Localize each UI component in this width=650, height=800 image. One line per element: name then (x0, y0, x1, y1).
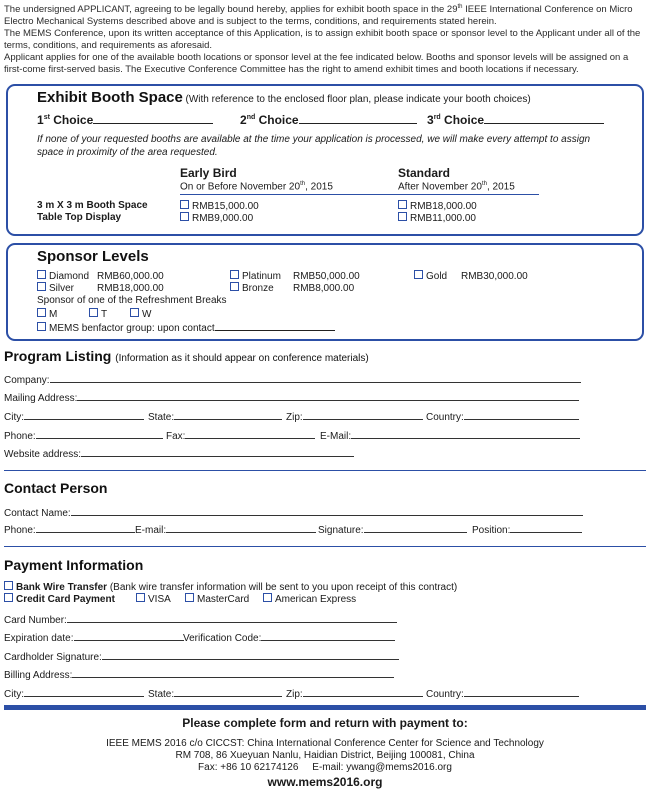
billing-address-field[interactable]: Billing Address: (4, 667, 394, 681)
footer-bar (4, 705, 646, 710)
first-choice[interactable]: 1st Choice (37, 112, 213, 127)
third-choice-line[interactable] (484, 112, 604, 124)
contact-email-field[interactable]: E-mail: (135, 522, 316, 536)
footer-heading: Please complete form and return with payment to: (182, 716, 468, 730)
zip-field[interactable]: Zip: (286, 409, 423, 423)
cardholder-signature-field[interactable]: Cardholder Signature: (4, 649, 399, 663)
contact-email-line[interactable] (166, 522, 316, 533)
booth-title: Exhibit Booth Space (37, 89, 183, 106)
fax-field[interactable]: Fax: (166, 428, 315, 442)
checkbox[interactable] (37, 282, 46, 291)
sponsor-option-diamond[interactable]: Diamond RMB60,000.00 (37, 270, 164, 282)
footer-address-line-1: IEEE MEMS 2016 c/o CICCST: China International Conference Center for Science and Technology (106, 738, 544, 749)
break-option-m[interactable]: M (37, 308, 57, 320)
checkbox[interactable] (398, 200, 407, 209)
card-number-line[interactable] (67, 612, 397, 623)
contact-name-line[interactable] (71, 505, 583, 516)
phone-field[interactable]: Phone: (4, 428, 163, 442)
verification-field[interactable]: Verification Code: (183, 630, 395, 644)
exhibit-booth-box (6, 84, 644, 236)
zip-line[interactable] (303, 409, 423, 420)
country-field[interactable]: Country: (426, 409, 579, 423)
fax-line[interactable] (185, 428, 315, 439)
city-line[interactable] (24, 409, 144, 420)
bank-wire-option[interactable]: Bank Wire Transfer (Bank wire transfer information will be sent to you upon receipt of this contract) (4, 581, 457, 593)
footer-contact-line: Fax: +86 10 62174126 E-mail: ywang@mems2016.org (198, 762, 452, 773)
state-line[interactable] (174, 409, 282, 420)
second-choice[interactable]: 2nd Choice (240, 112, 417, 127)
verification-line[interactable] (261, 630, 395, 641)
checkbox[interactable] (414, 270, 423, 279)
early-bird-title: Early Bird (180, 166, 237, 180)
checkbox[interactable] (37, 308, 46, 317)
checkbox[interactable] (130, 308, 139, 317)
phone-line[interactable] (36, 428, 163, 439)
benefactor-option[interactable]: MEMS benfactor group: upon contact (37, 321, 335, 334)
standard-table-option[interactable]: RMB11,000.00 (398, 212, 476, 224)
email-line[interactable] (351, 428, 580, 439)
website-field[interactable]: Website address: (4, 446, 354, 460)
mailing-address-field[interactable]: Mailing Address: (4, 390, 579, 404)
intro-paragraph-3: Applicant applies for one of the available booth locations or sponsor level at the fee indicated below. Booths and sponsor levels will be assigned on a first-come first-served basis. The Executive Conference Committee has the right to amend exhibit times and booth locations if necessary. (4, 52, 629, 75)
checkbox[interactable] (263, 593, 272, 602)
expiration-field[interactable]: Expiration date: (4, 630, 184, 644)
billing-state-field[interactable]: State: (148, 686, 282, 700)
intro-paragraph-1: The undersigned APPLICANT, agreeing to be legally bound hereby, applies for exhibit booth space in the 29th IEEE International Conference on Micro Electro Mechanical Systems described above and is subject to the terms, conditions, and requirements stated herein. (4, 4, 633, 27)
contact-signature-field[interactable]: Signature: (318, 522, 467, 536)
position-line[interactable] (510, 522, 582, 533)
checkbox[interactable] (89, 308, 98, 317)
booth-subtitle: (With reference to the enclosed floor plan, please indicate your booth choices) (185, 94, 531, 105)
sponsor-option-platinum[interactable]: Platinum RMB50,000.00 (230, 270, 360, 282)
checkbox[interactable] (37, 270, 46, 279)
company-line[interactable] (50, 372, 581, 383)
second-choice-line[interactable] (299, 112, 417, 124)
footer-website-link[interactable]: www.mems2016.org (267, 775, 383, 789)
early-table-option[interactable]: RMB9,000.00 (180, 212, 253, 224)
visa-option[interactable]: VISA (136, 593, 171, 605)
break-option-w[interactable]: W (130, 308, 151, 320)
credit-card-option[interactable]: Credit Card Payment (4, 593, 115, 605)
standard-date: After November 20th, 2015 (398, 181, 515, 193)
email-field[interactable]: E-Mail: (320, 428, 580, 442)
checkbox[interactable] (398, 212, 407, 221)
company-field[interactable]: Company: (4, 372, 581, 386)
checkbox[interactable] (4, 593, 13, 602)
payment-title: Payment Information (4, 557, 144, 573)
sponsor-levels-box (6, 243, 644, 341)
booth-heading (37, 89, 531, 106)
booth-row-label: 3 m X 3 m Booth Space (37, 200, 148, 211)
signature-line[interactable] (364, 522, 467, 533)
section-divider (4, 470, 646, 471)
benefactor-line[interactable] (215, 321, 335, 331)
program-heading (4, 348, 369, 364)
intro-paragraph-2: The MEMS Conference, upon its written acceptance of this Application, is to assign exhibit booth space or sponsor level to the Applicant under all of the terms, conditions, and requirements as aforesaid. (4, 28, 641, 51)
expiration-line[interactable] (74, 630, 184, 641)
checkbox[interactable] (180, 200, 189, 209)
checkbox[interactable] (37, 322, 46, 331)
standard-title: Standard (398, 166, 451, 180)
checkbox[interactable] (230, 270, 239, 279)
billing-city-field[interactable]: City: (4, 686, 144, 700)
checkbox[interactable] (230, 282, 239, 291)
section-divider (4, 546, 646, 547)
cardholder-line[interactable] (102, 649, 399, 660)
billing-country-line[interactable] (464, 686, 579, 697)
city-field[interactable]: City: (4, 409, 144, 423)
contact-phone-field[interactable]: Phone: (4, 522, 135, 536)
sponsor-option-gold[interactable]: Gold RMB30,000.00 (414, 270, 528, 282)
contact-title: Contact Person (4, 480, 108, 496)
first-choice-line[interactable] (93, 112, 213, 124)
footer-address-line-2: RM 708, 86 Xueyuan Nanlu, Haidian District, Beijing 100081, China (175, 750, 475, 761)
third-choice[interactable]: 3rd Choice (427, 112, 604, 127)
billing-line[interactable] (72, 667, 394, 678)
billing-city-line[interactable] (24, 686, 144, 697)
checkbox[interactable] (180, 212, 189, 221)
checkbox[interactable] (4, 581, 13, 590)
program-title: Program Listing (4, 348, 112, 364)
country-line[interactable] (464, 409, 579, 420)
program-subtitle: (Information as it should appear on conference materials) (115, 353, 369, 364)
refreshment-label: Sponsor of one of the Refreshment Breaks (37, 295, 227, 306)
mailing-line[interactable] (77, 390, 579, 401)
sponsor-option-silver[interactable]: Silver RMB18,000.00 (37, 282, 164, 294)
sponsor-option-bronze[interactable]: Bronze RMB8,000.00 (230, 282, 354, 294)
checkbox[interactable] (185, 593, 194, 602)
website-line[interactable] (81, 446, 354, 457)
checkbox[interactable] (136, 593, 145, 602)
pricing-divider (180, 194, 539, 195)
billing-state-line[interactable] (174, 686, 282, 697)
sponsor-title: Sponsor Levels (37, 248, 149, 265)
standard-booth-option[interactable]: RMB18,000.00 (398, 200, 477, 212)
billing-country-field[interactable]: Country: (426, 686, 579, 700)
booth-note: If none of your requested booths are available at the time your application is processed, we will make every attempt to assign space in proximity of the area requested. (37, 134, 591, 158)
mastercard-option[interactable]: MasterCard (185, 593, 249, 605)
state-field[interactable]: State: (148, 409, 282, 423)
contact-phone-line[interactable] (36, 522, 135, 533)
early-bird-date: On or Before November 20th, 2015 (180, 181, 333, 193)
card-number-field[interactable]: Card Number: (4, 612, 397, 626)
break-option-t[interactable]: T (89, 308, 107, 320)
billing-zip-line[interactable] (303, 686, 423, 697)
billing-zip-field[interactable]: Zip: (286, 686, 423, 700)
amex-option[interactable]: American Express (263, 593, 356, 605)
booth-row-label: Table Top Display (37, 212, 122, 223)
contact-position-field[interactable]: Position: (472, 522, 582, 536)
contact-name-field[interactable]: Contact Name: (4, 505, 583, 519)
early-booth-option[interactable]: RMB15,000.00 (180, 200, 259, 212)
